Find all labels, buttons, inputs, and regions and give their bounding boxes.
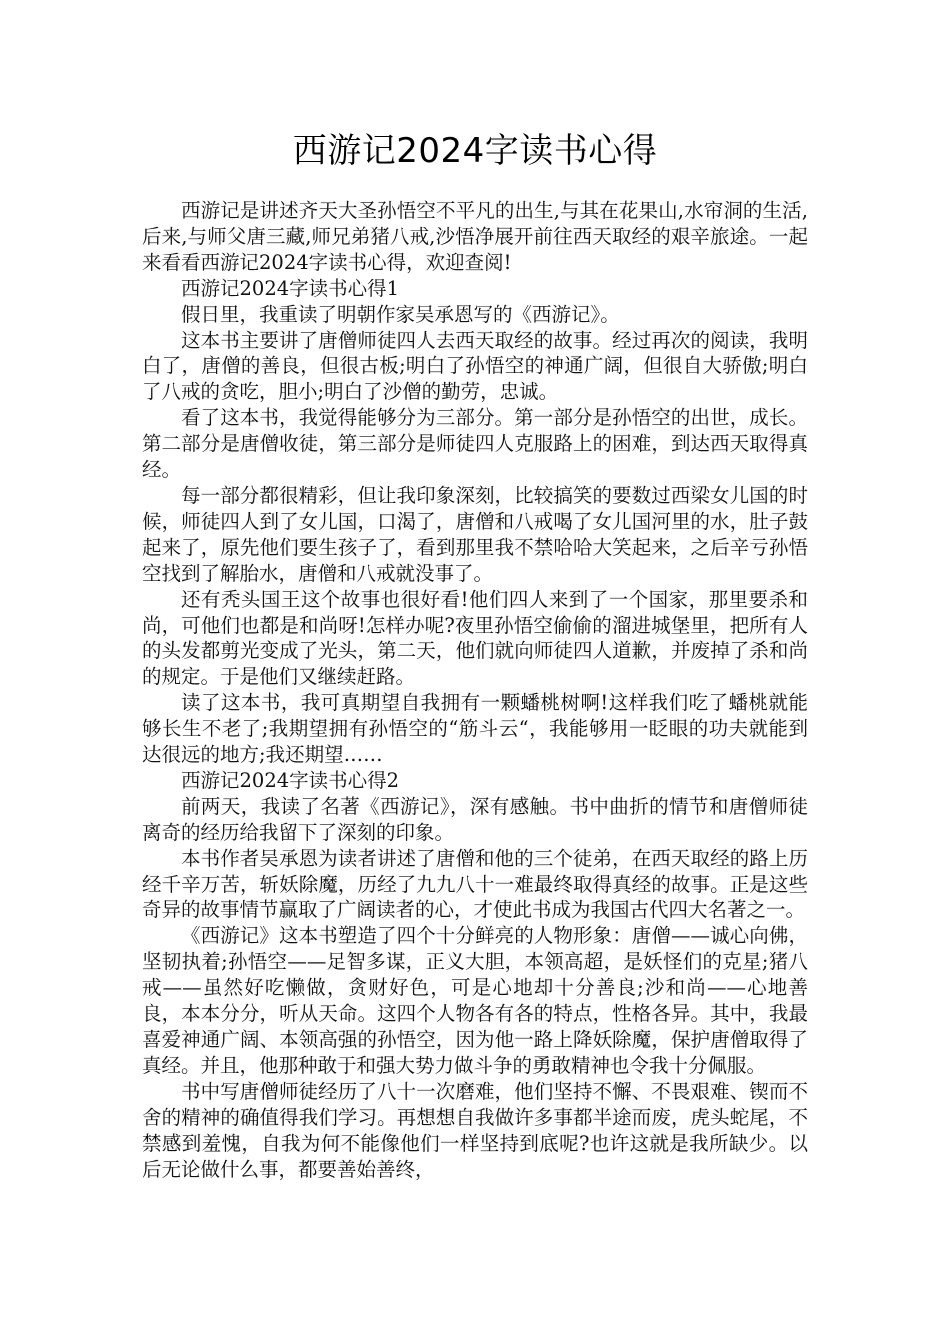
section-heading-2: 西游记2024字读书心得2 (181, 768, 400, 792)
paragraph: 还有秃头国王这个故事也很好看!他们四人来到了一个国家，那里要杀和尚，可他们也都是和尚呀!怎样办呢?夜里孙悟空偷偷的溜进城堡里，把所有人的头发都剪光变成了光头，第二天，他们就向师徒四人道歉，并废掉了杀和尚的规定。于是他们又继续赶路。 (142, 587, 808, 689)
paragraph: 《西游记》这本书塑造了四个十分鲜亮的人物形象：唐僧——诚心向佛，坚韧执着;孙悟空——足智多谋，正义大胆，本领高超，是妖怪们的克星;猪八戒——虽然好吃懒做，贪财好色，可是心地却十分善良;沙和尚——心地善良，本本分分，听从天命。这四个人物各有各的特点，性格各异。其中，我最喜爱神通广阔、本领高强的孙悟空，因为他一路上降妖除魔，保护唐僧取得了真经。并且，他那种敢于和强大势力做斗争的勇敢精神也令我十分佩服。 (142, 924, 808, 1077)
paragraph-intro: 西游记是讲述齐天大圣孙悟空不平凡的出生,与其在花果山,水帘洞的生活,后来,与师父唐三藏,师兄弟猪八戒,沙悟净展开前往西天取经的艰辛旅途。一起来看看西游记2024字读书心得，欢迎查阅! (142, 199, 808, 274)
paragraph: 前两天，我读了名著《西游记》，深有感触。书中曲折的情节和唐僧师徒离奇的经历给我留下了深刻的印象。 (142, 794, 808, 844)
section-heading-1: 西游记2024字读书心得1 (181, 276, 400, 300)
paragraph: 书中写唐僧师徒经历了八十一次磨难，他们坚持不懈、不畏艰难、锲而不舍的精神的确值得我们学习。再想想自我做许多事都半途而废，虎头蛇尾，不禁感到羞愧，自我为何不能像他们一样坚持到底呢?也许这就是我所缺少。以后无论做什么事，都要善始善终， (142, 1079, 808, 1181)
paragraph: 看了这本书，我觉得能够分为三部分。第一部分是孙悟空的出世，成长。第二部分是唐僧收徒，第三部分是师徒四人克服路上的困难，到达西天取得真经。 (142, 406, 808, 482)
paragraph: 这本书主要讲了唐僧师徒四人去西天取经的故事。经过再次的阅读，我明白了，唐僧的善良，但很古板;明白了孙悟空的神通广阔，但很自大骄傲;明白了八戒的贪吃，胆小;明白了沙僧的勤劳，忠诚。 (142, 328, 808, 404)
paragraph: 本书作者吴承恩为读者讲述了唐僧和他的三个徒弟，在西天取经的路上历经千辛万苦，斩妖除魔，历经了九九八十一难最终取得真经的故事。正是这些奇异的故事情节赢取了广阔读者的心，才使此书成为我国古代四大名著之一。 (142, 846, 808, 922)
document-title: 西游记2024字读书心得 (292, 131, 658, 171)
document-body (142, 198, 808, 1182)
paragraph: 读了这本书，我可真期望自我拥有一颗蟠桃树啊!这样我们吃了蟠桃就能够长生不老了;我期望拥有孙悟空的“筋斗云“，我能够用一眨眼的功夫就能到达很远的地方;我还期望…… (142, 691, 808, 767)
paragraph: 每一部分都很精彩，但让我印象深刻，比较搞笑的要数过西梁女儿国的时候，师徒四人到了女儿国，口渴了，唐僧和八戒喝了女儿国河里的水，肚子鼓起来了，原先他们要生孩子了，看到那里我不禁哈哈大笑起来，之后辛亏孙悟空找到了解胎水，唐僧和八戒就没事了。 (142, 483, 808, 585)
paragraph: 假日里，我重读了明朝作家吴承恩写的《西游记》。 (181, 302, 620, 326)
